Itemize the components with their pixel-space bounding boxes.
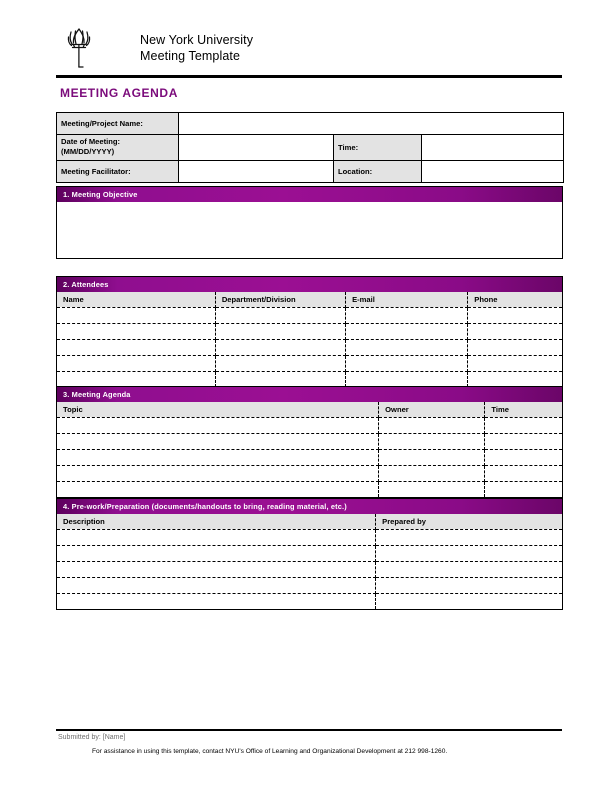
date-label-line1: Date of Meeting:	[61, 137, 121, 146]
facilitator-field[interactable]	[179, 160, 334, 182]
prework-prepared-by-cell[interactable]	[376, 593, 562, 609]
prework-table	[57, 514, 562, 609]
agenda-owner-cell[interactable]	[379, 417, 485, 433]
attendee-email-cell[interactable]	[346, 307, 468, 323]
column-header-phone: Phone	[468, 292, 562, 307]
attendee-department-cell[interactable]	[215, 339, 345, 355]
attendee-name-cell[interactable]	[57, 339, 215, 355]
attendee-phone-cell[interactable]	[468, 307, 562, 323]
attendee-email-cell[interactable]	[346, 339, 468, 355]
attendee-phone-cell[interactable]	[468, 355, 562, 371]
prework-description-cell[interactable]	[57, 561, 376, 577]
date-label-line2: (MM/DD/YYYY)	[61, 147, 115, 157]
attendee-name-cell[interactable]	[57, 371, 215, 387]
location-field[interactable]	[422, 160, 564, 182]
meeting-name-field[interactable]	[179, 113, 564, 135]
table-row	[57, 160, 564, 182]
time-label: Time:	[334, 135, 422, 161]
table-row	[57, 577, 562, 593]
agenda-table	[57, 402, 562, 497]
agenda-owner-cell[interactable]	[379, 465, 485, 481]
university-name: New York University	[140, 33, 254, 48]
attendee-name-cell[interactable]	[57, 355, 215, 371]
table-row	[57, 113, 564, 135]
table-row	[57, 417, 562, 433]
attendees-header-row	[57, 292, 562, 307]
table-row	[57, 545, 562, 561]
agenda-time-cell[interactable]	[485, 465, 562, 481]
attendee-phone-cell[interactable]	[468, 339, 562, 355]
section-3-title: 3. Meeting Agenda	[57, 387, 562, 402]
agenda-time-cell[interactable]	[485, 433, 562, 449]
attendee-phone-cell[interactable]	[468, 323, 562, 339]
column-header-name: Name	[57, 292, 215, 307]
location-label: Location:	[334, 160, 422, 182]
column-header-time: Time	[485, 402, 562, 417]
agenda-time-cell[interactable]	[485, 449, 562, 465]
agenda-topic-cell[interactable]	[57, 481, 379, 497]
attendee-name-cell[interactable]	[57, 323, 215, 339]
table-row	[57, 355, 562, 371]
table-row	[57, 323, 562, 339]
attendee-department-cell[interactable]	[215, 355, 345, 371]
prework-prepared-by-cell[interactable]	[376, 577, 562, 593]
table-row	[57, 449, 562, 465]
agenda-owner-cell[interactable]	[379, 433, 485, 449]
prework-description-cell[interactable]	[57, 529, 376, 545]
table-row	[57, 529, 562, 545]
attendees-table	[57, 292, 562, 387]
table-row	[57, 135, 564, 161]
attendee-name-cell[interactable]	[57, 307, 215, 323]
header-divider	[56, 75, 562, 78]
section-attendees	[56, 276, 563, 388]
prework-prepared-by-cell[interactable]	[376, 561, 562, 577]
column-header-prepared-by: Prepared by	[376, 514, 562, 529]
agenda-owner-cell[interactable]	[379, 481, 485, 497]
section-meeting-agenda	[56, 386, 563, 498]
document-subtitle: Meeting Template	[140, 49, 241, 63]
header-titles	[140, 33, 253, 64]
attendee-department-cell[interactable]	[215, 371, 345, 387]
prework-prepared-by-cell[interactable]	[376, 529, 562, 545]
agenda-header-row	[57, 402, 562, 417]
attendee-department-cell[interactable]	[215, 323, 345, 339]
table-row	[57, 561, 562, 577]
table-row	[57, 339, 562, 355]
agenda-topic-cell[interactable]	[57, 417, 379, 433]
attendee-department-cell[interactable]	[215, 307, 345, 323]
meeting-info-table	[56, 112, 564, 183]
column-header-owner: Owner	[379, 402, 485, 417]
table-row	[57, 593, 562, 609]
prework-header-row	[57, 514, 562, 529]
agenda-topic-cell[interactable]	[57, 433, 379, 449]
prework-description-cell[interactable]	[57, 577, 376, 593]
prework-description-cell[interactable]	[57, 545, 376, 561]
attendee-email-cell[interactable]	[346, 355, 468, 371]
nyu-torch-icon	[56, 25, 102, 73]
submitted-by-text: Submitted by: [Name]	[58, 734, 126, 741]
facilitator-label: Meeting Facilitator:	[57, 160, 179, 182]
date-of-meeting-field[interactable]	[179, 135, 334, 161]
prework-prepared-by-cell[interactable]	[376, 545, 562, 561]
column-header-email: E-mail	[346, 292, 468, 307]
table-row	[57, 481, 562, 497]
agenda-topic-cell[interactable]	[57, 465, 379, 481]
column-header-department: Department/Division	[215, 292, 345, 307]
date-of-meeting-label	[57, 135, 179, 161]
agenda-time-cell[interactable]	[485, 481, 562, 497]
section-pre-work	[56, 498, 563, 610]
column-header-topic: Topic	[57, 402, 379, 417]
section-2-title: 2. Attendees	[57, 277, 562, 292]
table-row	[57, 371, 562, 387]
section-1-title: 1. Meeting Objective	[57, 187, 562, 202]
table-row	[57, 433, 562, 449]
agenda-time-cell[interactable]	[485, 417, 562, 433]
attendee-phone-cell[interactable]	[468, 371, 562, 387]
attendee-email-cell[interactable]	[346, 323, 468, 339]
table-row	[57, 307, 562, 323]
meeting-name-label: Meeting/Project Name:	[57, 113, 179, 135]
table-row	[57, 465, 562, 481]
attendee-email-cell[interactable]	[346, 371, 468, 387]
assistance-note: For assistance in using this template, contact NYU's Office of Learning and Organizational Development at 212 998-1260.	[92, 748, 448, 755]
footer-divider	[56, 729, 562, 731]
column-header-description: Description	[57, 514, 376, 529]
page-title: MEETING AGENDA	[60, 86, 178, 100]
time-field[interactable]	[422, 135, 564, 161]
agenda-topic-cell[interactable]	[57, 449, 379, 465]
meeting-objective-field[interactable]	[57, 202, 562, 258]
prework-description-cell[interactable]	[57, 593, 376, 609]
section-4-title: 4. Pre-work/Preparation (documents/handouts to bring, reading material, etc.)	[57, 499, 562, 514]
document-header	[56, 24, 562, 74]
agenda-owner-cell[interactable]	[379, 449, 485, 465]
section-meeting-objective	[56, 186, 563, 259]
